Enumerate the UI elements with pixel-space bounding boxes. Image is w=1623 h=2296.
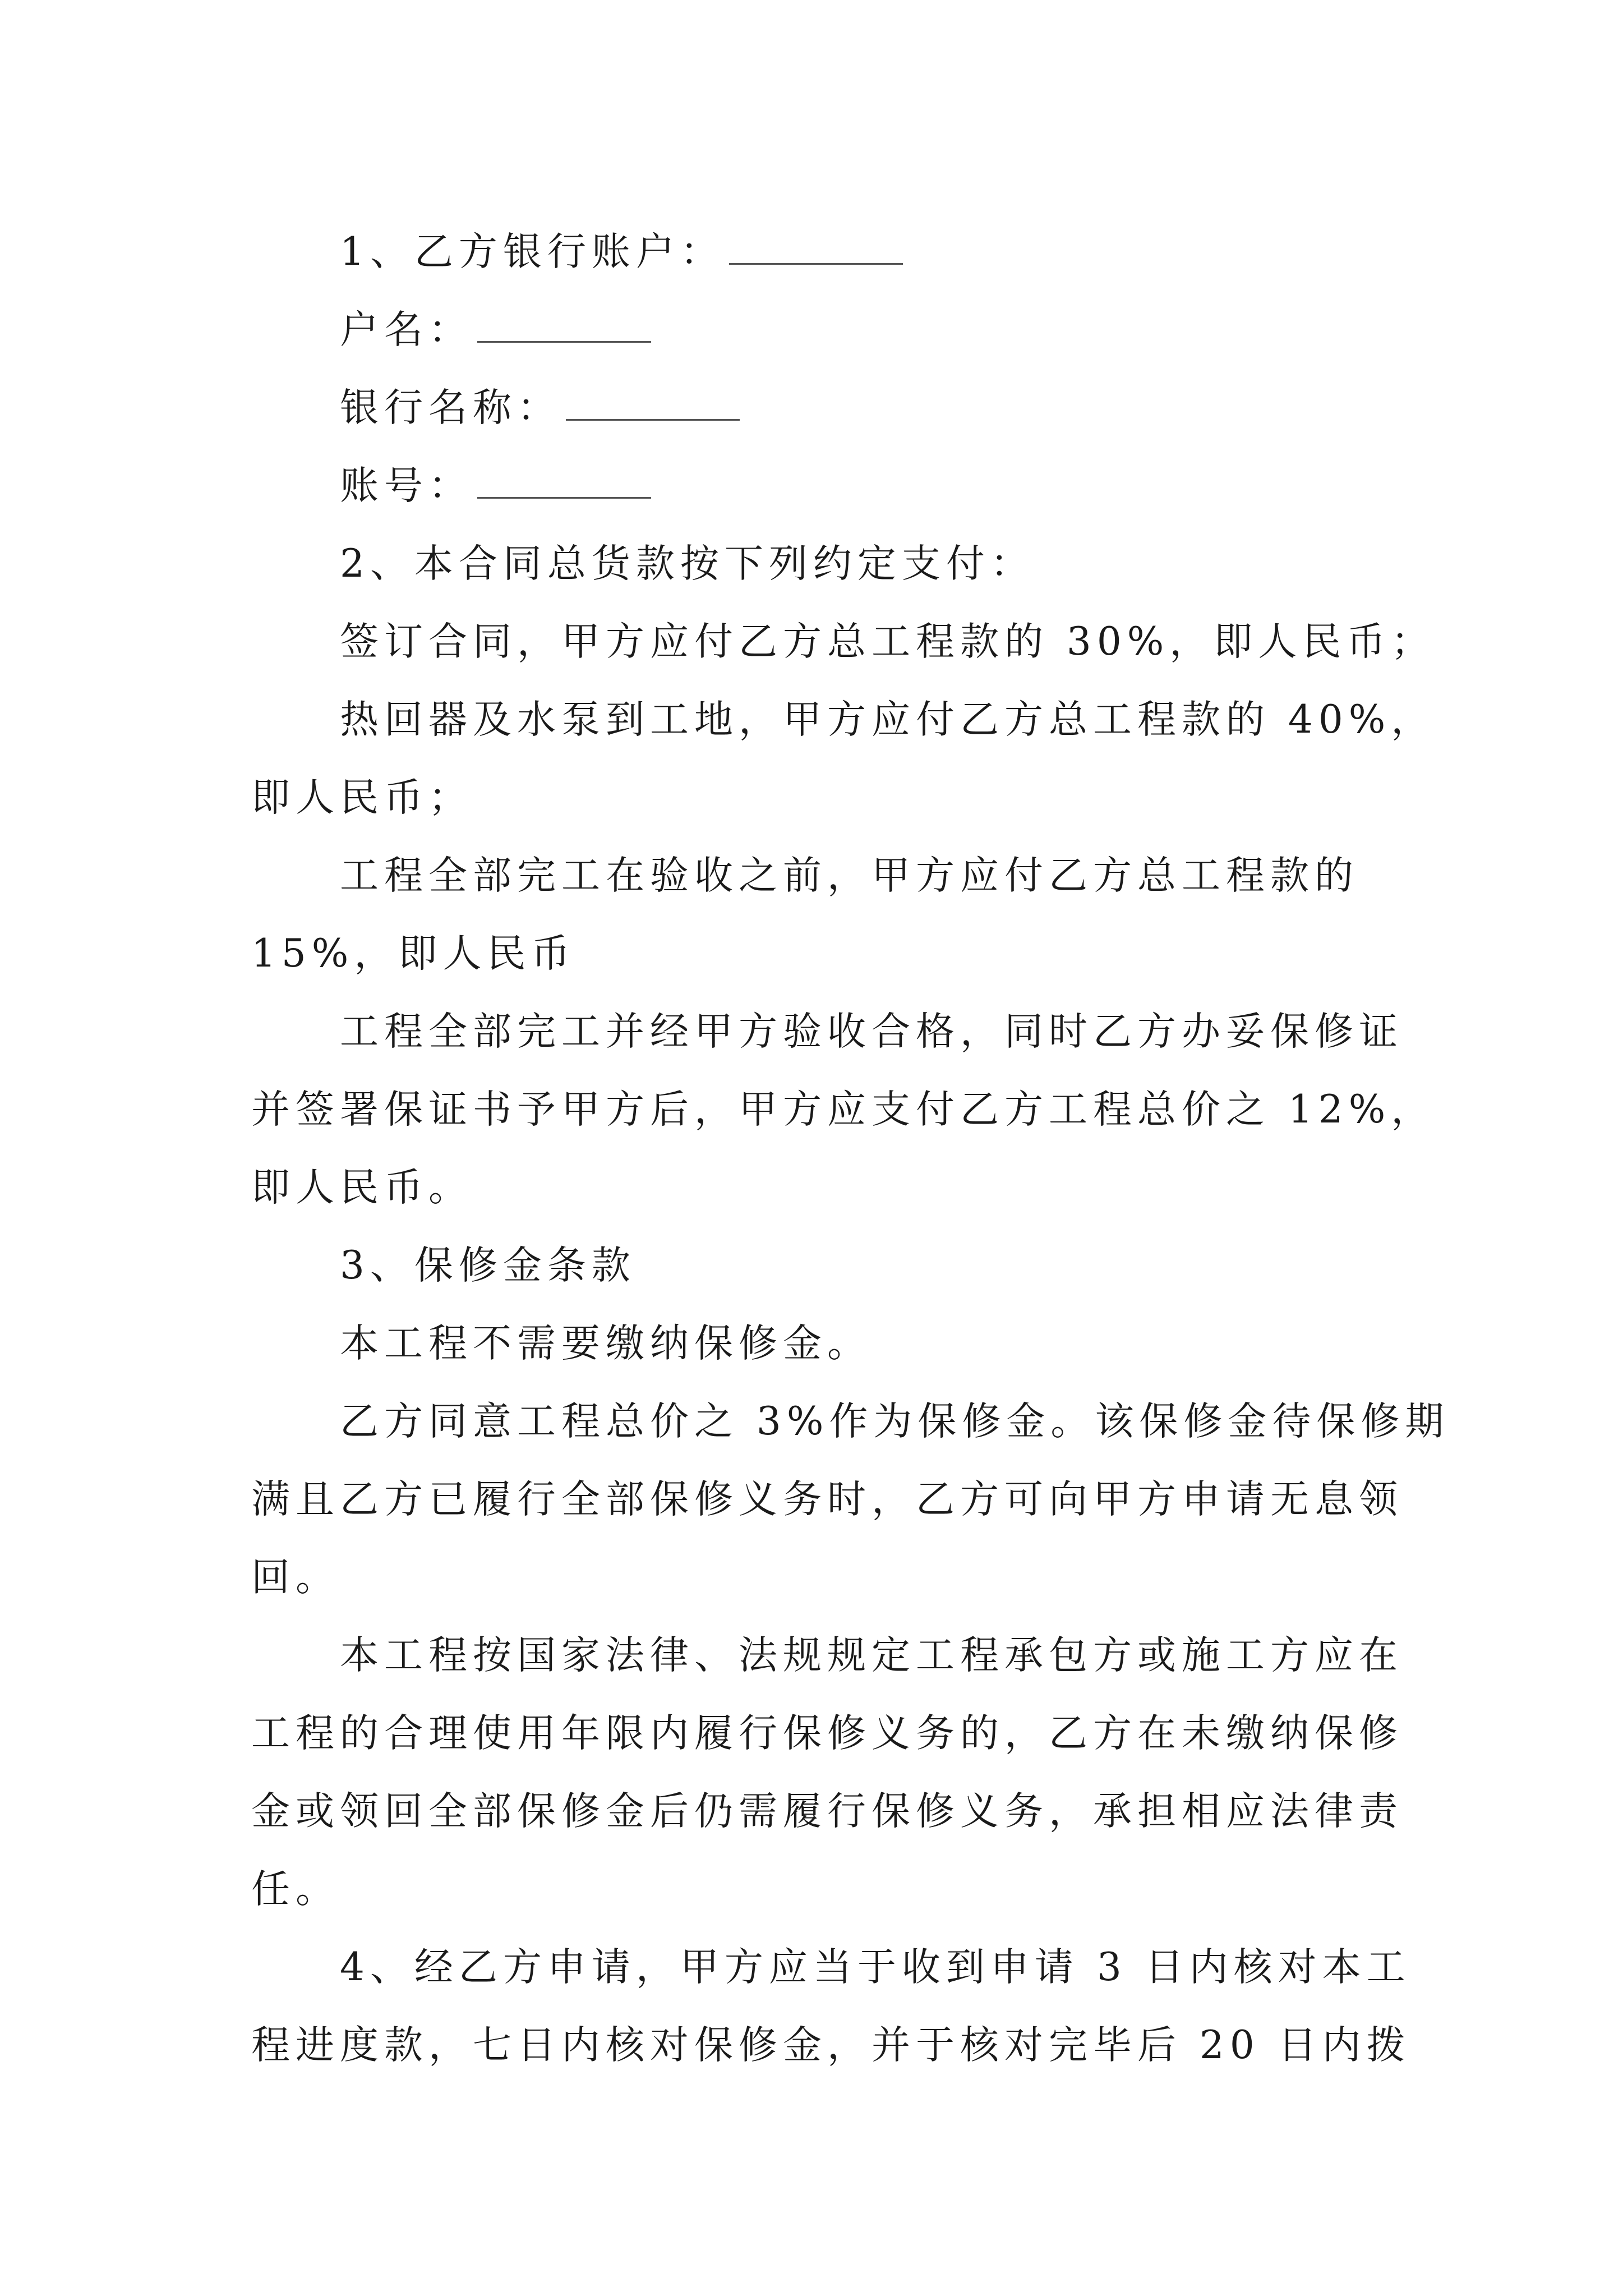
bank-account-line <box>251 213 1383 291</box>
account-number-blank <box>477 463 651 499</box>
account-name-blank <box>477 307 651 343</box>
item4-clause: 4、经乙方申请，甲方应当于收到申请 3 日内核对本工 程进度款，七日内核对保修金，并于核对完毕后 20 日内拨 <box>251 1945 1411 2068</box>
account-number-label: 账号： <box>340 463 473 508</box>
account-name-label: 户名： <box>340 307 473 352</box>
warranty-law-clause: 本工程按国家法律、法规规定工程承包方或施工方应在 工程的合理使用年限内履行保修义务的，乙方在未缴纳保修 金或领回全部保修金后仍需履行保修义务，承担相应法律责 任。 <box>251 1633 1403 1912</box>
bank-name-blank <box>566 385 740 421</box>
bank-name-line <box>251 369 1383 447</box>
account-name-line <box>251 291 1383 369</box>
payment-equipment: 热回器及水泵到工地，甲方应付乙方总工程款的 40%， 即人民币； <box>251 697 1436 820</box>
item2-heading: 2、本合同总货款按下列约定支付： <box>340 541 1035 586</box>
account-number-line <box>251 447 1383 525</box>
bank-account-label: 1、乙方银行账户： <box>340 229 725 274</box>
deposit-clause: 乙方同意工程总价之 3%作为保修金。该保修金待保修期 满且乙方已履行全部保修义务时，乙方可向甲方申请无息领 回。 <box>251 1399 1450 1600</box>
bank-name-label: 银行名称： <box>340 385 561 430</box>
item3-heading: 3、保修金条款 <box>340 1243 636 1288</box>
bank-account-blank <box>729 229 903 265</box>
payment-signing: 签订合同，甲方应付乙方总工程款的 30%，即人民币； <box>340 619 1436 664</box>
no-deposit-clause: 本工程不需要缴纳保修金。 <box>340 1321 872 1366</box>
payment-after-acceptance: 工程全部完工并经甲方验收合格，同时乙方办妥保修证 并签署保证书予甲方后，甲方应支付乙方工程总价之 12%， 即人民币。 <box>251 1009 1436 1210</box>
payment-before-acceptance: 工程全部完工在验收之前，甲方应付乙方总工程款的 15%，即人民币 <box>251 853 1359 976</box>
